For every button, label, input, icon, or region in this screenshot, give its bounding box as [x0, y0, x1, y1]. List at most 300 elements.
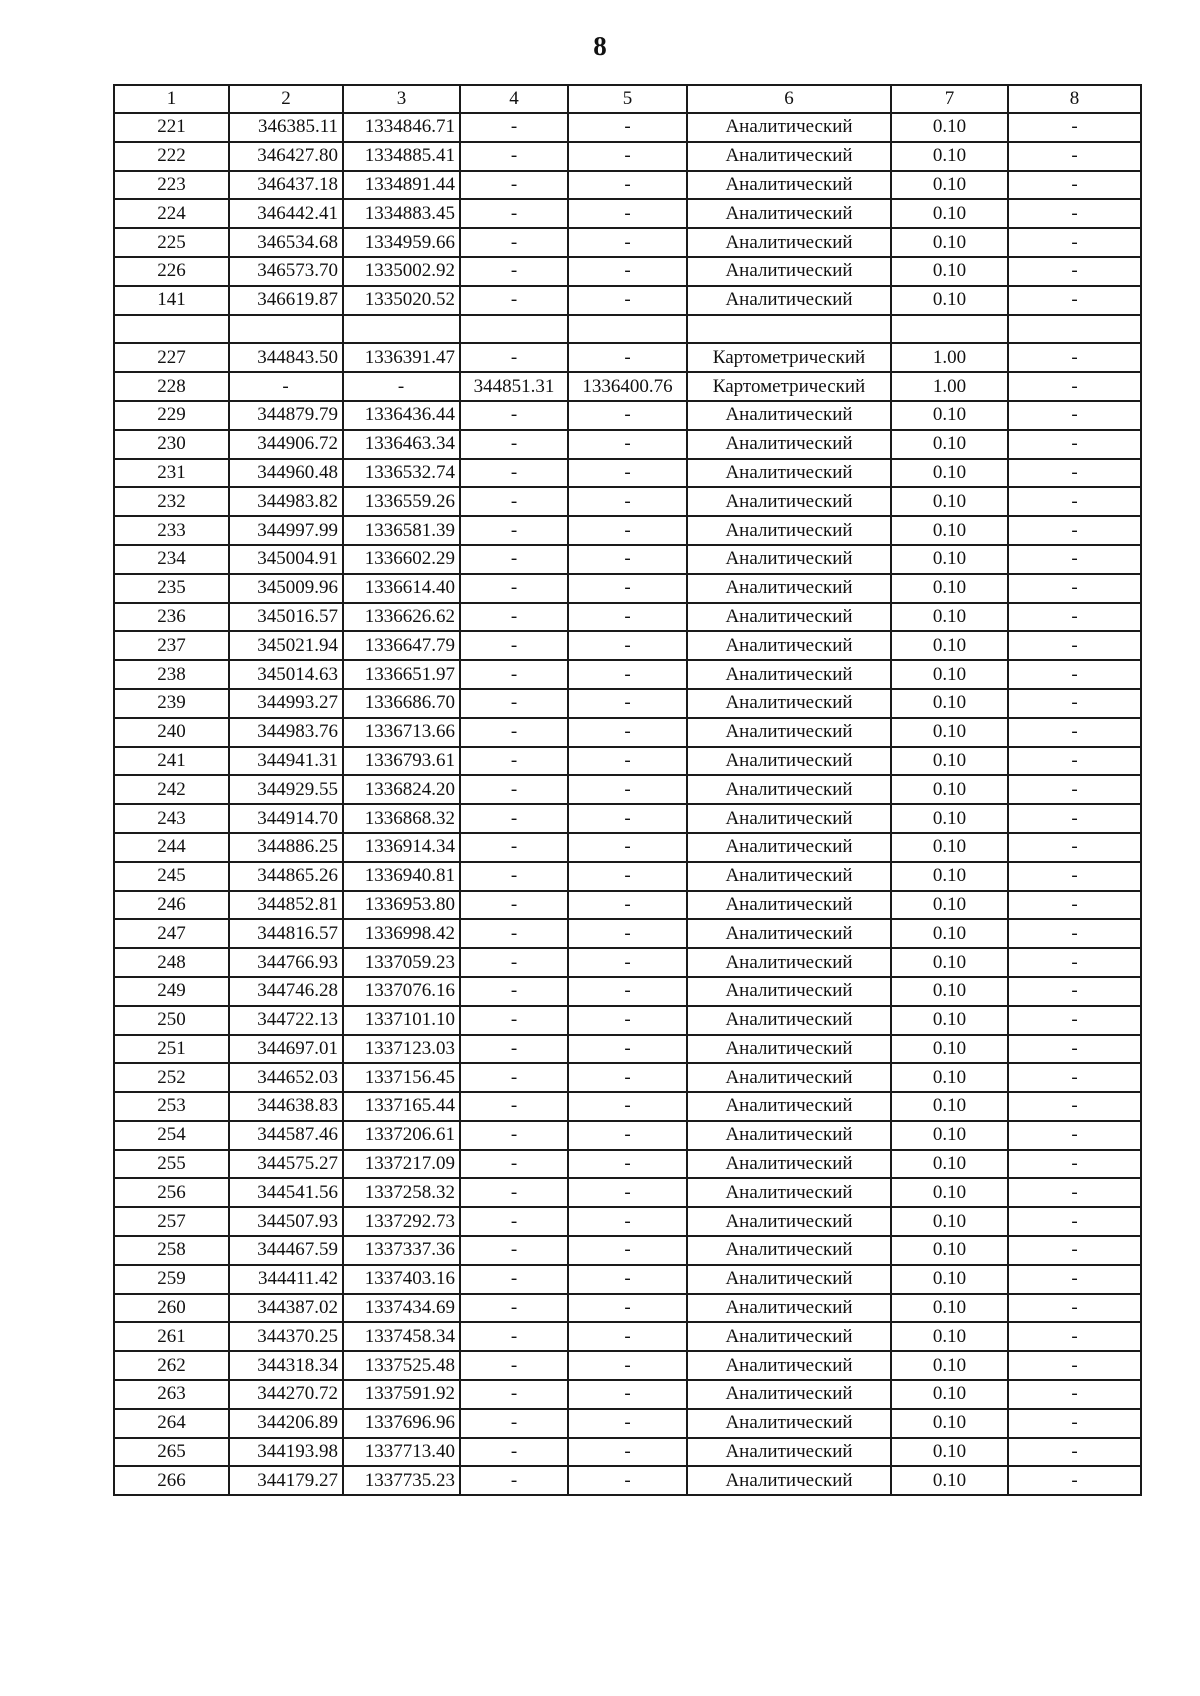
cell-method: Аналитический [687, 1063, 891, 1092]
cell-y-coordinate-alt: - [568, 1322, 687, 1351]
cell-note: - [1008, 430, 1141, 459]
cell-x-coordinate-alt: - [460, 631, 568, 660]
cell-x-coordinate: 344179.27 [229, 1466, 343, 1495]
cell-y-coordinate: 1337434.69 [343, 1294, 460, 1323]
cell-point-number: 252 [114, 1063, 229, 1092]
cell-method: Аналитический [687, 747, 891, 776]
column-header-4: 4 [460, 85, 568, 113]
cell-y-coordinate-alt: - [568, 948, 687, 977]
table-row [114, 775, 1141, 804]
cell-y-coordinate: 1337591.92 [343, 1380, 460, 1409]
cell-x-coordinate-alt: - [460, 545, 568, 574]
cell-method: Аналитический [687, 1236, 891, 1265]
cell-note: - [1008, 1294, 1141, 1323]
cell-point-number: 256 [114, 1178, 229, 1207]
cell-x-coordinate: 344193.98 [229, 1438, 343, 1467]
cell-x-coordinate: 344270.72 [229, 1380, 343, 1409]
cell-method: Аналитический [687, 1035, 891, 1064]
cell-y-coordinate-alt: - [568, 689, 687, 718]
cell-point-number: 234 [114, 545, 229, 574]
cell-accuracy: 0.10 [891, 804, 1008, 833]
cell-point-number: 266 [114, 1466, 229, 1495]
table-row [114, 1006, 1141, 1035]
cell-x-coordinate: 344993.27 [229, 689, 343, 718]
cell-y-coordinate: 1336647.79 [343, 631, 460, 660]
cell-accuracy: 0.10 [891, 977, 1008, 1006]
cell-y-coordinate: 1337525.48 [343, 1351, 460, 1380]
table-row [114, 1035, 1141, 1064]
coordinates-table [113, 84, 1142, 1496]
cell-note: - [1008, 401, 1141, 430]
cell-note: - [1008, 516, 1141, 545]
cell-point-number: 241 [114, 747, 229, 776]
cell-y-coordinate: 1336940.81 [343, 862, 460, 891]
cell-x-coordinate-alt [460, 315, 568, 344]
cell-x-coordinate-alt: - [460, 257, 568, 286]
cell-y-coordinate-alt: - [568, 516, 687, 545]
cell-y-coordinate-alt: - [568, 660, 687, 689]
cell-y-coordinate: 1337206.61 [343, 1121, 460, 1150]
cell-y-coordinate-alt: - [568, 1438, 687, 1467]
cell-note: - [1008, 1265, 1141, 1294]
cell-point-number: 237 [114, 631, 229, 660]
cell-x-coordinate-alt: - [460, 113, 568, 142]
cell-method: Аналитический [687, 1178, 891, 1207]
table-row [114, 1380, 1141, 1409]
cell-accuracy: 0.10 [891, 516, 1008, 545]
cell-note: - [1008, 1409, 1141, 1438]
cell-x-coordinate-alt: - [460, 142, 568, 171]
cell-x-coordinate: 346573.70 [229, 257, 343, 286]
cell-accuracy: 0.10 [891, 228, 1008, 257]
table-row [114, 1322, 1141, 1351]
cell-y-coordinate: 1337156.45 [343, 1063, 460, 1092]
cell-note: - [1008, 1178, 1141, 1207]
cell-method: Аналитический [687, 660, 891, 689]
cell-y-coordinate: 1337217.09 [343, 1150, 460, 1179]
column-header-1: 1 [114, 85, 229, 113]
cell-x-coordinate: 344852.81 [229, 891, 343, 920]
cell-y-coordinate: 1336914.34 [343, 833, 460, 862]
cell-y-coordinate: 1337458.34 [343, 1322, 460, 1351]
cell-method: Аналитический [687, 804, 891, 833]
cell-x-coordinate-alt: - [460, 1322, 568, 1351]
cell-point-number: 265 [114, 1438, 229, 1467]
cell-note: - [1008, 372, 1141, 401]
cell-accuracy: 0.10 [891, 1236, 1008, 1265]
cell-point-number: 259 [114, 1265, 229, 1294]
cell-x-coordinate-alt: - [460, 286, 568, 315]
table-row [114, 516, 1141, 545]
cell-x-coordinate-alt: - [460, 487, 568, 516]
cell-method: Аналитический [687, 1006, 891, 1035]
cell-y-coordinate: 1337403.16 [343, 1265, 460, 1294]
table-row [114, 142, 1141, 171]
cell-y-coordinate-alt: - [568, 919, 687, 948]
cell-x-coordinate-alt: - [460, 747, 568, 776]
cell-y-coordinate-alt: - [568, 1178, 687, 1207]
cell-x-coordinate: 344906.72 [229, 430, 343, 459]
cell-point-number: 243 [114, 804, 229, 833]
cell-method: Аналитический [687, 430, 891, 459]
cell-x-coordinate: 344318.34 [229, 1351, 343, 1380]
cell-y-coordinate-alt: - [568, 1236, 687, 1265]
cell-accuracy: 0.10 [891, 833, 1008, 862]
cell-note: - [1008, 1207, 1141, 1236]
cell-note: - [1008, 487, 1141, 516]
cell-accuracy: 0.10 [891, 919, 1008, 948]
cell-y-coordinate [343, 315, 460, 344]
cell-note: - [1008, 775, 1141, 804]
cell-point-number: 260 [114, 1294, 229, 1323]
table-row [114, 1207, 1141, 1236]
cell-x-coordinate: 344766.93 [229, 948, 343, 977]
cell-note: - [1008, 286, 1141, 315]
cell-x-coordinate: 344983.76 [229, 718, 343, 747]
cell-x-coordinate-alt: - [460, 199, 568, 228]
table-row [114, 919, 1141, 948]
cell-point-number: 232 [114, 487, 229, 516]
cell-x-coordinate-alt: - [460, 833, 568, 862]
cell-x-coordinate: 346442.41 [229, 199, 343, 228]
cell-note: - [1008, 1121, 1141, 1150]
cell-x-coordinate-alt: - [460, 1380, 568, 1409]
column-header-2: 2 [229, 85, 343, 113]
cell-y-coordinate-alt: - [568, 401, 687, 430]
cell-x-coordinate: 344507.93 [229, 1207, 343, 1236]
cell-point-number: 230 [114, 430, 229, 459]
cell-method: Аналитический [687, 574, 891, 603]
cell-x-coordinate: 344541.56 [229, 1178, 343, 1207]
cell-x-coordinate: 346427.80 [229, 142, 343, 171]
table-row [114, 1438, 1141, 1467]
cell-note: - [1008, 1380, 1141, 1409]
cell-x-coordinate: 345004.91 [229, 545, 343, 574]
cell-point-number: 240 [114, 718, 229, 747]
cell-accuracy: 0.10 [891, 1207, 1008, 1236]
cell-x-coordinate: 344879.79 [229, 401, 343, 430]
cell-y-coordinate: 1334959.66 [343, 228, 460, 257]
cell-x-coordinate: 344914.70 [229, 804, 343, 833]
cell-note: - [1008, 718, 1141, 747]
table-header-row [114, 85, 1141, 113]
cell-point-number: 222 [114, 142, 229, 171]
cell-y-coordinate: 1337292.73 [343, 1207, 460, 1236]
table-row [114, 545, 1141, 574]
cell-point-number: 247 [114, 919, 229, 948]
cell-y-coordinate-alt: - [568, 459, 687, 488]
table-row [114, 199, 1141, 228]
cell-x-coordinate: 344886.25 [229, 833, 343, 862]
cell-method: Аналитический [687, 142, 891, 171]
cell-point-number: 262 [114, 1351, 229, 1380]
table-row [114, 804, 1141, 833]
cell-accuracy: 0.10 [891, 1380, 1008, 1409]
cell-accuracy: 0.10 [891, 1466, 1008, 1495]
cell-x-coordinate-alt: - [460, 1121, 568, 1150]
cell-note: - [1008, 891, 1141, 920]
cell-method: Аналитический [687, 228, 891, 257]
cell-point-number: 242 [114, 775, 229, 804]
cell-y-coordinate-alt: - [568, 891, 687, 920]
cell-y-coordinate-alt: - [568, 1063, 687, 1092]
table-row [114, 1150, 1141, 1179]
cell-x-coordinate: 344697.01 [229, 1035, 343, 1064]
cell-y-coordinate: 1337735.23 [343, 1466, 460, 1495]
cell-note: - [1008, 660, 1141, 689]
cell-y-coordinate: 1336559.26 [343, 487, 460, 516]
cell-note: - [1008, 631, 1141, 660]
cell-y-coordinate-alt [568, 315, 687, 344]
cell-y-coordinate: 1336998.42 [343, 919, 460, 948]
cell-y-coordinate-alt: - [568, 1265, 687, 1294]
cell-x-coordinate-alt: - [460, 1150, 568, 1179]
table-row [114, 1351, 1141, 1380]
cell-y-coordinate-alt: - [568, 545, 687, 574]
cell-y-coordinate-alt: - [568, 113, 687, 142]
cell-accuracy: 0.10 [891, 747, 1008, 776]
cell-accuracy: 0.10 [891, 1265, 1008, 1294]
cell-x-coordinate-alt: - [460, 891, 568, 920]
cell-x-coordinate-alt: - [460, 516, 568, 545]
cell-method: Аналитический [687, 862, 891, 891]
cell-method: Аналитический [687, 545, 891, 574]
cell-x-coordinate-alt: - [460, 1294, 568, 1323]
cell-method: Аналитический [687, 1466, 891, 1495]
cell-y-coordinate: 1336463.34 [343, 430, 460, 459]
column-header-8: 8 [1008, 85, 1141, 113]
column-header-3: 3 [343, 85, 460, 113]
table-row [114, 113, 1141, 142]
cell-x-coordinate: 344652.03 [229, 1063, 343, 1092]
cell-y-coordinate: 1335020.52 [343, 286, 460, 315]
cell-y-coordinate-alt: - [568, 228, 687, 257]
cell-method: Аналитический [687, 1207, 891, 1236]
cell-accuracy: 0.10 [891, 1150, 1008, 1179]
cell-accuracy: 1.00 [891, 372, 1008, 401]
cell-x-coordinate-alt: - [460, 1466, 568, 1495]
cell-accuracy: 0.10 [891, 1063, 1008, 1092]
cell-note: - [1008, 1322, 1141, 1351]
cell-y-coordinate: 1336436.44 [343, 401, 460, 430]
cell-y-coordinate: 1334846.71 [343, 113, 460, 142]
cell-y-coordinate: 1336391.47 [343, 343, 460, 372]
cell-point-number: 225 [114, 228, 229, 257]
cell-x-coordinate: 344206.89 [229, 1409, 343, 1438]
cell-x-coordinate: 344843.50 [229, 343, 343, 372]
cell-accuracy: 0.10 [891, 401, 1008, 430]
cell-point-number: 253 [114, 1092, 229, 1121]
table-row [114, 631, 1141, 660]
cell-x-coordinate-alt: - [460, 574, 568, 603]
cell-point-number: 245 [114, 862, 229, 891]
cell-method: Аналитический [687, 1265, 891, 1294]
table-row [114, 1121, 1141, 1150]
table-row [114, 603, 1141, 632]
cell-x-coordinate-alt: - [460, 977, 568, 1006]
cell-point-number: 229 [114, 401, 229, 430]
cell-y-coordinate: - [343, 372, 460, 401]
cell-y-coordinate-alt: - [568, 343, 687, 372]
cell-x-coordinate: 344997.99 [229, 516, 343, 545]
table-row [114, 891, 1141, 920]
cell-accuracy: 0.10 [891, 891, 1008, 920]
cell-accuracy: 0.10 [891, 948, 1008, 977]
cell-x-coordinate-alt: - [460, 228, 568, 257]
cell-y-coordinate-alt: - [568, 1207, 687, 1236]
cell-x-coordinate: 344387.02 [229, 1294, 343, 1323]
table-row [114, 574, 1141, 603]
table-row [114, 1294, 1141, 1323]
cell-point-number: 254 [114, 1121, 229, 1150]
cell-note: - [1008, 343, 1141, 372]
table-row [114, 459, 1141, 488]
cell-accuracy: 0.10 [891, 286, 1008, 315]
cell-note: - [1008, 689, 1141, 718]
cell-accuracy: 0.10 [891, 631, 1008, 660]
cell-x-coordinate: 344411.42 [229, 1265, 343, 1294]
cell-note: - [1008, 199, 1141, 228]
column-header-6: 6 [687, 85, 891, 113]
table-row [114, 228, 1141, 257]
cell-method [687, 315, 891, 344]
cell-y-coordinate: 1336868.32 [343, 804, 460, 833]
cell-note: - [1008, 459, 1141, 488]
cell-y-coordinate: 1337165.44 [343, 1092, 460, 1121]
cell-method: Аналитический [687, 459, 891, 488]
cell-point-number: 228 [114, 372, 229, 401]
cell-accuracy: 0.10 [891, 1035, 1008, 1064]
cell-y-coordinate: 1337123.03 [343, 1035, 460, 1064]
cell-y-coordinate-alt: - [568, 1092, 687, 1121]
cell-point-number: 261 [114, 1322, 229, 1351]
cell-x-coordinate: 346534.68 [229, 228, 343, 257]
cell-accuracy: 0.10 [891, 775, 1008, 804]
table-row [114, 660, 1141, 689]
cell-y-coordinate-alt: - [568, 574, 687, 603]
cell-method: Картометрический [687, 343, 891, 372]
cell-y-coordinate: 1335002.92 [343, 257, 460, 286]
cell-y-coordinate: 1336614.40 [343, 574, 460, 603]
cell-method: Аналитический [687, 1150, 891, 1179]
cell-y-coordinate-alt: - [568, 833, 687, 862]
cell-y-coordinate-alt: - [568, 775, 687, 804]
cell-y-coordinate-alt: - [568, 1294, 687, 1323]
table-row [114, 948, 1141, 977]
cell-note: - [1008, 1035, 1141, 1064]
cell-note: - [1008, 1438, 1141, 1467]
table-row [114, 747, 1141, 776]
cell-x-coordinate-alt: - [460, 804, 568, 833]
cell-x-coordinate: 344587.46 [229, 1121, 343, 1150]
cell-note: - [1008, 919, 1141, 948]
table-row [114, 315, 1141, 344]
cell-point-number: 224 [114, 199, 229, 228]
cell-x-coordinate-alt: - [460, 862, 568, 891]
cell-method: Аналитический [687, 948, 891, 977]
cell-y-coordinate-alt: - [568, 487, 687, 516]
cell-y-coordinate-alt: - [568, 1380, 687, 1409]
cell-y-coordinate: 1336686.70 [343, 689, 460, 718]
cell-y-coordinate: 1337076.16 [343, 977, 460, 1006]
cell-method: Аналитический [687, 487, 891, 516]
cell-y-coordinate-alt: - [568, 1150, 687, 1179]
cell-method: Аналитический [687, 919, 891, 948]
cell-y-coordinate: 1336626.62 [343, 603, 460, 632]
cell-method: Аналитический [687, 1092, 891, 1121]
cell-method: Аналитический [687, 516, 891, 545]
cell-y-coordinate-alt: - [568, 142, 687, 171]
cell-accuracy: 0.10 [891, 574, 1008, 603]
table-row [114, 718, 1141, 747]
cell-y-coordinate: 1336532.74 [343, 459, 460, 488]
cell-y-coordinate: 1334891.44 [343, 171, 460, 200]
cell-x-coordinate: 344746.28 [229, 977, 343, 1006]
table-row [114, 171, 1141, 200]
cell-x-coordinate-alt: - [460, 775, 568, 804]
cell-point-number: 223 [114, 171, 229, 200]
cell-y-coordinate: 1337059.23 [343, 948, 460, 977]
table-row [114, 257, 1141, 286]
cell-x-coordinate-alt: - [460, 948, 568, 977]
cell-point-number [114, 315, 229, 344]
table-row [114, 977, 1141, 1006]
cell-x-coordinate: 344865.26 [229, 862, 343, 891]
cell-x-coordinate-alt: - [460, 1236, 568, 1265]
cell-y-coordinate-alt: - [568, 286, 687, 315]
cell-note: - [1008, 1236, 1141, 1265]
cell-method: Аналитический [687, 199, 891, 228]
cell-accuracy: 0.10 [891, 1409, 1008, 1438]
cell-y-coordinate-alt: - [568, 977, 687, 1006]
cell-accuracy: 0.10 [891, 1438, 1008, 1467]
cell-note: - [1008, 862, 1141, 891]
cell-y-coordinate-alt: - [568, 631, 687, 660]
cell-note: - [1008, 1063, 1141, 1092]
cell-method: Аналитический [687, 977, 891, 1006]
cell-y-coordinate-alt: 1336400.76 [568, 372, 687, 401]
table-row [114, 862, 1141, 891]
cell-y-coordinate-alt: - [568, 1121, 687, 1150]
cell-x-coordinate: 346619.87 [229, 286, 343, 315]
cell-point-number: 231 [114, 459, 229, 488]
cell-accuracy: 0.10 [891, 142, 1008, 171]
cell-x-coordinate-alt: - [460, 1351, 568, 1380]
cell-accuracy: 0.10 [891, 1121, 1008, 1150]
cell-note: - [1008, 747, 1141, 776]
cell-y-coordinate: 1336581.39 [343, 516, 460, 545]
cell-point-number: 235 [114, 574, 229, 603]
cell-note: - [1008, 977, 1141, 1006]
cell-x-coordinate-alt: - [460, 1438, 568, 1467]
cell-x-coordinate: - [229, 372, 343, 401]
cell-x-coordinate-alt: - [460, 919, 568, 948]
table-row [114, 1092, 1141, 1121]
cell-y-coordinate: 1336713.66 [343, 718, 460, 747]
cell-note [1008, 315, 1141, 344]
cell-note: - [1008, 1092, 1141, 1121]
table-row [114, 689, 1141, 718]
table-row [114, 487, 1141, 516]
cell-x-coordinate-alt: - [460, 1035, 568, 1064]
cell-accuracy: 0.10 [891, 1351, 1008, 1380]
cell-x-coordinate-alt: - [460, 343, 568, 372]
cell-method: Аналитический [687, 113, 891, 142]
cell-method: Аналитический [687, 257, 891, 286]
cell-method: Аналитический [687, 401, 891, 430]
cell-point-number: 238 [114, 660, 229, 689]
cell-method: Аналитический [687, 1380, 891, 1409]
